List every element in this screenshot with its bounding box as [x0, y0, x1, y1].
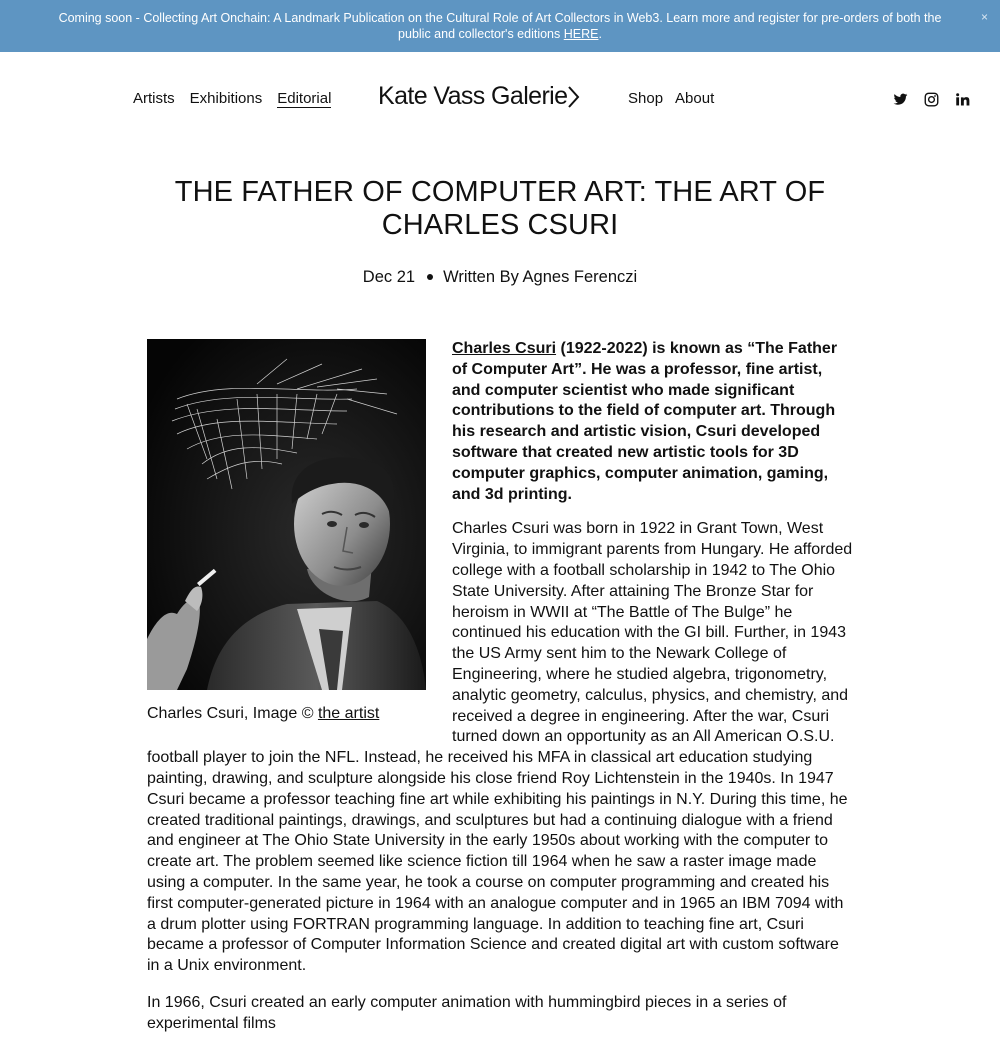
- nav-exhibitions[interactable]: Exhibitions: [189, 90, 263, 107]
- site-logo[interactable]: [378, 82, 580, 111]
- logo-chevron-icon: [568, 86, 580, 108]
- site-header: [0, 52, 1000, 148]
- linkedin-icon[interactable]: [955, 92, 970, 107]
- portrait-photo: [147, 339, 426, 690]
- nav-artists[interactable]: Artists: [133, 90, 175, 107]
- announcement-suffix: .: [598, 27, 602, 41]
- announcement-bar: [0, 0, 1000, 52]
- article-paragraph-1: Charles Csuri was born in 1922 in Grant Town, West Virginia, to immigrant parents from Hungary. He afforded college with a football scholarship in 1942 to The Ohio State University. After attaining The Bronze Star for heroism in WWII at “The Battle of The Bulge” he continued his education with the GI bill. Further, in 1943 the US Army sent him to the Newark College of Engineering, where he studied algebra, trigonometry, analytic geometry, calculus, physics, and chemistry, and received a degree in engineering. After the war, Csuri turned down an opportunity as an All American O.S.U. football player to join the NFL. Instead, he received his MFA in classical art education studying painting, drawing, and sculpture alongside his close friend Roy Lichtenstein in the 1940s. In 1947 Csuri became a professor teaching fine art while exhibiting his paintings in N.Y. During this time, he created traditional paintings, drawings, and sculptures but had a continuing dialogue with a friend and engineer at The Ohio State University in the early 1950s about working with the computer to create art. The problem seemed like science fiction till 1964 when he saw a raster image made using a computer. In the same year, he took a course on computer programming and created his first computer-generated picture in 1964 with an analogue computer and in 1965 an IBM 7094 with a drum plotter using FORTRAN programming language. In addition to teaching fine art, Csuri became a professor of Computer Information Science and created digital art with custom software in a Unix environment.: [147, 520, 853, 975]
- meta-separator-dot: [427, 274, 433, 280]
- social-links: [893, 92, 970, 107]
- article-body: [147, 339, 853, 1051]
- article-paragraph-2: In 1966, Csuri created an early computer animation with hummingbird pieces in a series of experimental films: [147, 993, 787, 1032]
- logo-text: Kate Vass Galerie: [378, 82, 568, 110]
- nav-editorial[interactable]: Editorial: [277, 90, 332, 107]
- nav-about[interactable]: About: [675, 90, 715, 107]
- lead-text: (1922-2022) is known as “The Father of Computer Art”. He was a professor, fine artist, and computer scientist who made significant contributions to the field of computer art. Through his research and artistic vision, Csuri developed software that created new artistic tools for 3D computer graphics, computer animation, gaming, and 3d printing.: [452, 340, 838, 503]
- figure-caption: [147, 704, 426, 724]
- caption-text: Charles Csuri, Image ©: [147, 705, 318, 722]
- article-figure: [147, 339, 426, 724]
- caption-artist-link[interactable]: the artist: [317, 705, 380, 722]
- announcement-link[interactable]: HERE: [563, 27, 599, 41]
- article-byline: Written By Agnes Ferenczi: [443, 268, 638, 286]
- article-date: Dec 21: [362, 268, 416, 286]
- announcement-text: Coming soon - Collecting Art Onchain: A Landmark Publication on the Cultural Role of Art Collectors in Web3. Learn more and register for pre-orders of both the public and collector's editions: [58, 11, 942, 41]
- charles-csuri-link[interactable]: Charles Csuri: [452, 340, 557, 357]
- close-icon[interactable]: ×: [980, 10, 988, 24]
- nav-right: [628, 90, 714, 107]
- article-title: THE FATHER OF COMPUTER ART: THE ART OF CHARLES CSURI: [174, 176, 826, 241]
- article-meta: [0, 268, 1000, 287]
- nav-left: [133, 90, 331, 108]
- twitter-icon[interactable]: [893, 92, 908, 107]
- nav-shop[interactable]: Shop: [628, 90, 664, 107]
- instagram-icon[interactable]: [924, 92, 939, 107]
